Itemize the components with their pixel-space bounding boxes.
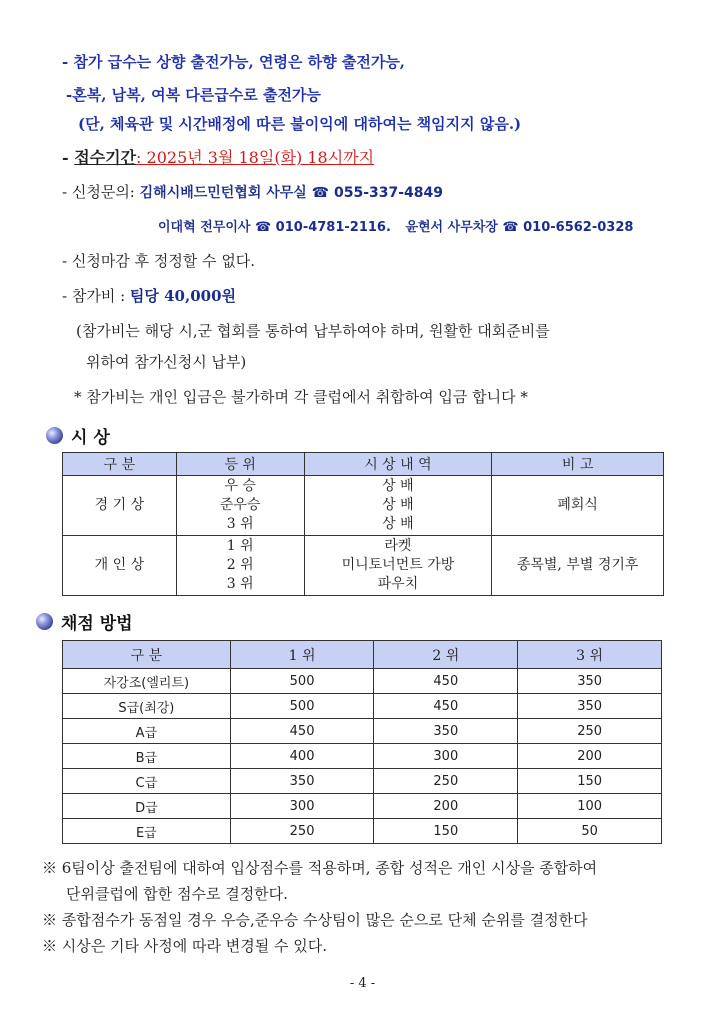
score-second: 250 xyxy=(374,769,518,794)
contact-secretary: 윤현서 사무차장 ☎ 010-6562-0328 xyxy=(405,220,634,235)
note-team-scoring-cont: 단위클럽에 합한 점수로 결정한다. xyxy=(66,885,288,903)
awards-col-category: 구 분 xyxy=(63,453,177,476)
score-first: 500 xyxy=(230,669,374,694)
registration-period-value: : 2025년 3월 18일(화) 18시까지 xyxy=(136,148,375,167)
fee-explanation-cont: 위하여 참가신청시 납부) xyxy=(86,353,247,371)
table-row xyxy=(63,719,662,744)
score-grade: D급 xyxy=(63,794,231,819)
score-first: 450 xyxy=(230,719,374,744)
score-third: 350 xyxy=(518,694,662,719)
score-third: 200 xyxy=(518,744,662,769)
registration-period: - 접수기간: 2025년 3월 18일(화) 18시까지 xyxy=(62,148,375,167)
table-row xyxy=(63,669,662,694)
inquiry-line: - 신청문의: 김해시배드민턴협회 사무실 ☎ 055-337-4849 xyxy=(62,183,444,201)
score-first: 350 xyxy=(230,769,374,794)
award-ranks: 1 위 2 위 3 위 xyxy=(176,536,304,596)
table-row xyxy=(63,794,662,819)
score-first: 400 xyxy=(230,744,374,769)
award-ranks: 우 승 준우승 3 위 xyxy=(176,476,304,536)
score-second: 450 xyxy=(374,694,518,719)
award-note: 종목별, 부별 경기후 xyxy=(492,536,664,596)
score-second: 200 xyxy=(374,794,518,819)
score-first: 500 xyxy=(230,694,374,719)
scoring-col-third: 3 위 xyxy=(518,641,662,669)
awards-table xyxy=(62,452,664,596)
scoring-col-first: 1 위 xyxy=(230,641,374,669)
page-number: - 4 - xyxy=(349,976,376,991)
table-row xyxy=(63,694,662,719)
award-category: 경 기 상 xyxy=(63,476,177,536)
scoring-col-second: 2 위 xyxy=(374,641,518,669)
entry-fee xyxy=(62,285,236,306)
award-prizes: 상 배 상 배 상 배 xyxy=(304,476,492,536)
awards-col-prize: 시 상 내 역 xyxy=(304,453,492,476)
score-second: 350 xyxy=(374,719,518,744)
table-row xyxy=(63,769,662,794)
rule-mixed-grades: -혼복, 남복, 여복 다른급수로 출전가능 xyxy=(66,86,321,104)
awards-heading xyxy=(46,423,110,448)
awards-col-rank: 등 위 xyxy=(176,453,304,476)
inquiry-label: 신청문의: xyxy=(71,183,135,201)
award-category: 개 인 상 xyxy=(63,536,177,596)
score-first: 300 xyxy=(230,794,374,819)
table-row xyxy=(63,476,664,536)
score-third: 50 xyxy=(518,819,662,844)
score-third: 150 xyxy=(518,769,662,794)
score-first: 250 xyxy=(230,819,374,844)
table-row xyxy=(63,744,662,769)
contact-director: 이대혁 전무이사 ☎ 010-4781-2116. xyxy=(158,220,391,235)
note-team-scoring: ※ 6팀이상 출전팀에 대하여 입상점수를 적용하며, 종합 성적은 개인 시상을 종합하여 xyxy=(42,859,598,877)
fee-remit-note: * 참가비는 개인 입금은 불가하며 각 클럽에서 취합하여 입금 합니다 * xyxy=(74,388,528,406)
award-note: 폐회식 xyxy=(492,476,664,536)
inquiry-office: 김해시배드민턴협회 사무실 ☎ 055-337-4849 xyxy=(139,185,444,201)
bullet-ball-icon xyxy=(46,427,63,444)
table-row xyxy=(63,536,664,596)
awards-header-row xyxy=(63,453,664,476)
score-grade: 자강조(엘리트) xyxy=(63,669,231,694)
awards-heading-text: 시 상 xyxy=(71,428,110,448)
bullet-ball-icon xyxy=(36,613,53,630)
rule-upward-entry: - 참가 급수는 상향 출전가능, 연령은 하향 출전가능, xyxy=(62,53,406,71)
score-grade: B급 xyxy=(63,744,231,769)
no-correction-note: - 신청마감 후 정정할 수 없다. xyxy=(62,252,256,270)
score-second: 150 xyxy=(374,819,518,844)
scoring-col-category: 구 분 xyxy=(63,641,231,669)
score-grade: S급(최강) xyxy=(63,694,231,719)
score-grade: A급 xyxy=(63,719,231,744)
awards-col-note: 비 고 xyxy=(492,453,664,476)
score-third: 350 xyxy=(518,669,662,694)
score-third: 100 xyxy=(518,794,662,819)
table-row xyxy=(63,819,662,844)
scoring-heading xyxy=(36,609,133,634)
entry-fee-label: - 참가비 : xyxy=(62,287,126,305)
score-grade: E급 xyxy=(63,819,231,844)
score-grade: C급 xyxy=(63,769,231,794)
entry-fee-value: 팀당 40,000원 xyxy=(129,287,237,305)
scoring-header-row xyxy=(63,641,662,669)
note-tiebreak: ※ 종합점수가 동점일 경우 우승,준우승 수상팀이 많은 순으로 단체 순위를 결정한다 xyxy=(42,911,588,929)
scoring-table xyxy=(62,640,662,844)
fee-explanation: (참가비는 해당 시,군 협회를 통하여 납부하여야 하며, 원활한 대회준비를 xyxy=(76,322,550,340)
award-prizes: 라켓 미니토너먼트 가방 파우치 xyxy=(304,536,492,596)
note-change: ※ 시상은 기타 사정에 따라 변경될 수 있다. xyxy=(42,937,327,955)
score-second: 450 xyxy=(374,669,518,694)
scoring-heading-text: 채점 방법 xyxy=(61,614,133,634)
score-second: 300 xyxy=(374,744,518,769)
score-third: 250 xyxy=(518,719,662,744)
inquiry-contacts xyxy=(158,216,633,235)
registration-period-label: 접수기간 xyxy=(74,148,137,167)
rule-disclaimer: (단, 체육관 및 시간배정에 따른 불이익에 대하여는 책임지지 않음.) xyxy=(78,115,522,133)
